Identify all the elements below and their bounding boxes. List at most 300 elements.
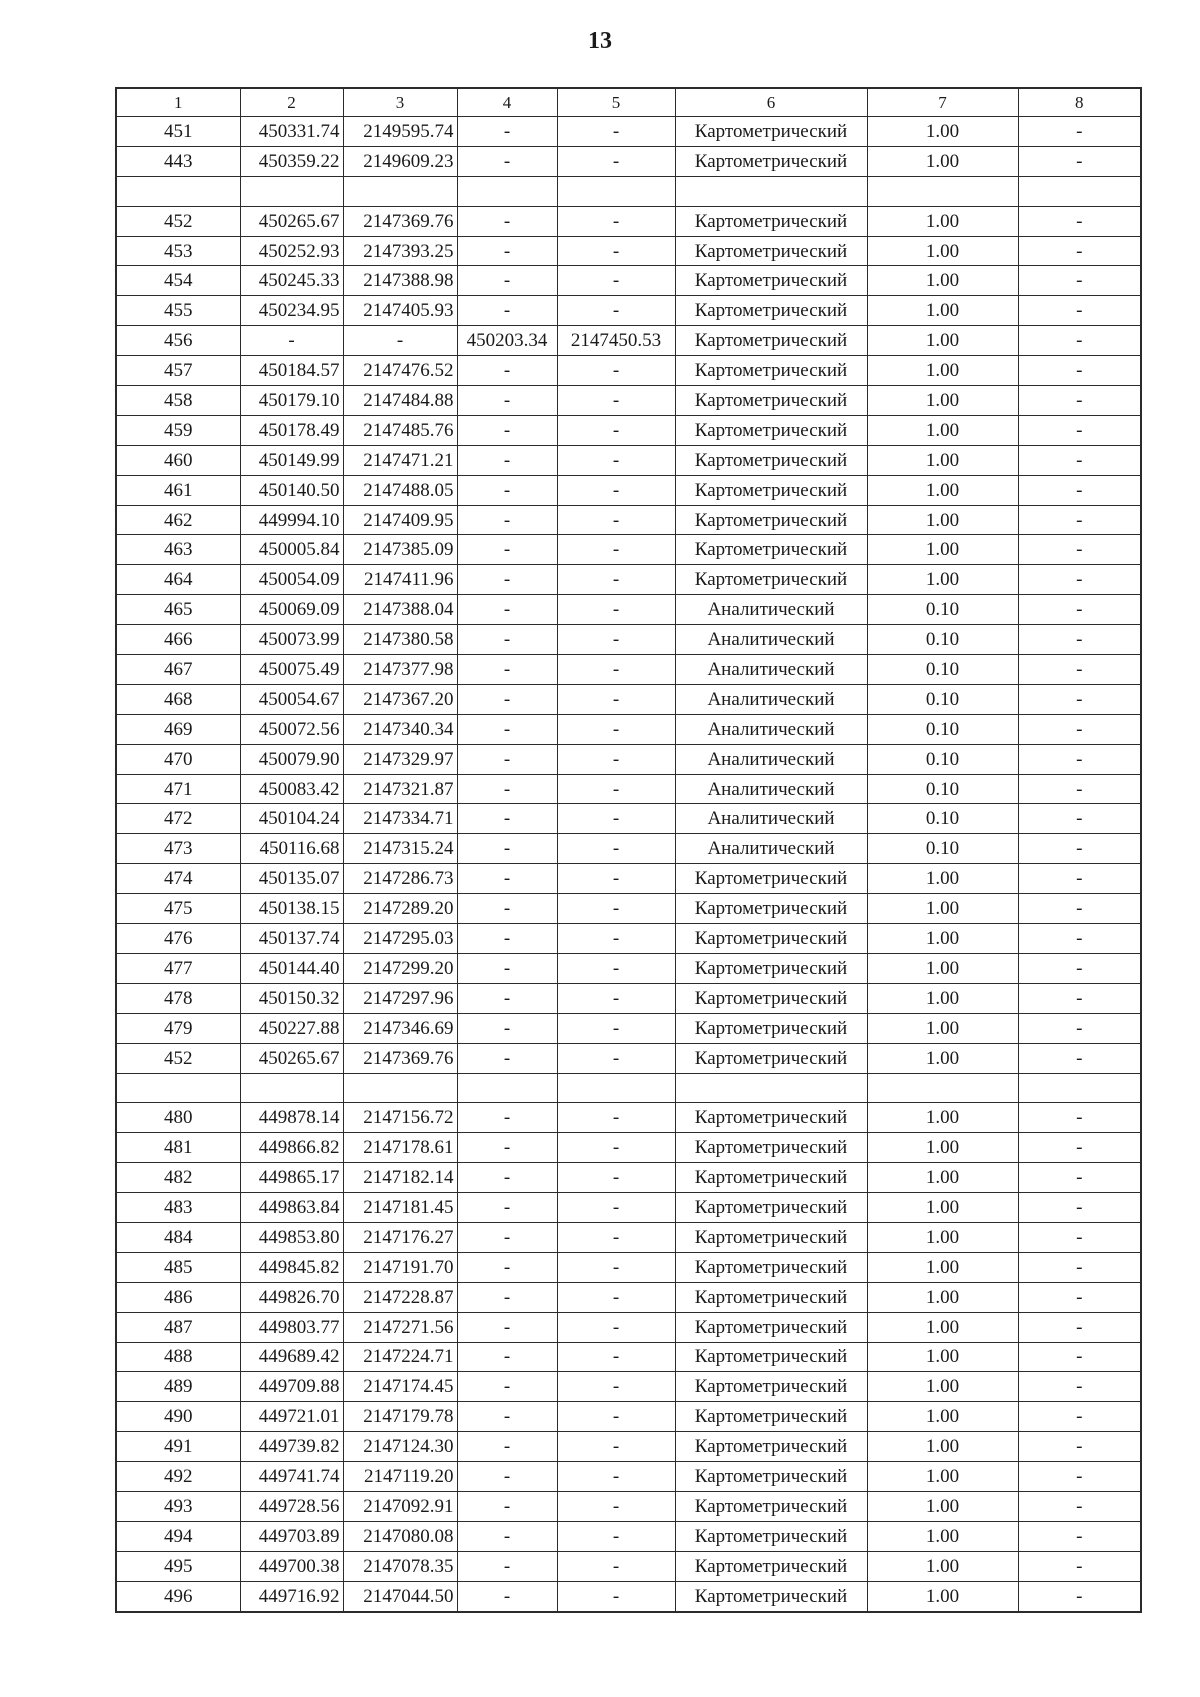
cell-x-coordinate: 450135.07 [240, 864, 343, 894]
cell-method: Картометрический [675, 535, 867, 565]
cell-y-coordinate-alt: - [557, 1043, 675, 1073]
table-row [116, 386, 1141, 416]
cell-accuracy: 1.00 [867, 296, 1018, 326]
cell-y-coordinate: 2147315.24 [343, 834, 457, 864]
cell-x-coordinate-alt: - [457, 864, 557, 894]
cell-x-coordinate-alt: - [457, 1432, 557, 1462]
cell-accuracy: 1.00 [867, 1521, 1018, 1551]
cell-y-coordinate-alt [557, 1073, 675, 1103]
cell-x-coordinate-alt: - [457, 953, 557, 983]
table-row [116, 326, 1141, 356]
table-row [116, 1163, 1141, 1193]
column-header: 7 [867, 88, 1018, 117]
cell-method: Картометрический [675, 953, 867, 983]
cell-method: Аналитический [675, 595, 867, 625]
column-header: 5 [557, 88, 675, 117]
cell-y-coordinate: 2147178.61 [343, 1133, 457, 1163]
cell-x-coordinate-alt: - [457, 1551, 557, 1581]
cell-x-coordinate-alt: - [457, 1372, 557, 1402]
cell-note: - [1018, 1551, 1141, 1581]
cell-point-number: 496 [116, 1581, 240, 1611]
cell-x-coordinate-alt: - [457, 1043, 557, 1073]
cell-y-coordinate: 2147176.27 [343, 1222, 457, 1252]
cell-x-coordinate-alt: - [457, 475, 557, 505]
cell-note: - [1018, 953, 1141, 983]
cell-y-coordinate-alt: - [557, 864, 675, 894]
cell-x-coordinate-alt: - [457, 1163, 557, 1193]
cell-x-coordinate: 450137.74 [240, 924, 343, 954]
cell-note: - [1018, 475, 1141, 505]
cell-x-coordinate: 450252.93 [240, 236, 343, 266]
cell-x-coordinate-alt: - [457, 505, 557, 535]
cell-point-number: 484 [116, 1222, 240, 1252]
cell-accuracy: 1.00 [867, 1402, 1018, 1432]
cell-method: Картометрический [675, 1372, 867, 1402]
cell-y-coordinate: 2147224.71 [343, 1342, 457, 1372]
cell-point-number: 482 [116, 1163, 240, 1193]
cell-x-coordinate: 449741.74 [240, 1462, 343, 1492]
cell-y-coordinate-alt: - [557, 1222, 675, 1252]
cell-x-coordinate: 449878.14 [240, 1103, 343, 1133]
cell-point-number: 462 [116, 505, 240, 535]
cell-x-coordinate-alt: - [457, 236, 557, 266]
cell-x-coordinate-alt: - [457, 625, 557, 655]
cell-method: Картометрический [675, 1222, 867, 1252]
cell-x-coordinate: 450179.10 [240, 386, 343, 416]
table-row [116, 266, 1141, 296]
table-row [116, 625, 1141, 655]
cell-x-coordinate-alt: - [457, 1581, 557, 1611]
cell-y-coordinate: 2147346.69 [343, 1013, 457, 1043]
table-row [116, 445, 1141, 475]
cell-x-coordinate: 450069.09 [240, 595, 343, 625]
cell-x-coordinate-alt: - [457, 117, 557, 147]
cell-method: Картометрический [675, 386, 867, 416]
cell-accuracy: 0.10 [867, 684, 1018, 714]
table-row [116, 684, 1141, 714]
cell-note: - [1018, 894, 1141, 924]
cell-point-number: 488 [116, 1342, 240, 1372]
cell-method: Картометрический [675, 326, 867, 356]
cell-point-number: 451 [116, 117, 240, 147]
cell-method: Картометрический [675, 1043, 867, 1073]
cell-x-coordinate: 449716.92 [240, 1581, 343, 1611]
cell-y-coordinate-alt: - [557, 206, 675, 236]
cell-note [1018, 1073, 1141, 1103]
table-row [116, 774, 1141, 804]
cell-x-coordinate-alt: - [457, 1013, 557, 1043]
cell-y-coordinate-alt: - [557, 1432, 675, 1462]
cell-method: Аналитический [675, 655, 867, 685]
cell-method: Картометрический [675, 445, 867, 475]
cell-point-number: 494 [116, 1521, 240, 1551]
cell-method: Аналитический [675, 744, 867, 774]
cell-method: Картометрический [675, 1402, 867, 1432]
cell-x-coordinate-alt: - [457, 804, 557, 834]
cell-x-coordinate-alt: - [457, 445, 557, 475]
cell-y-coordinate: 2147476.52 [343, 356, 457, 386]
cell-y-coordinate: 2149595.74 [343, 117, 457, 147]
table-row [116, 1581, 1141, 1611]
cell-accuracy: 1.00 [867, 1193, 1018, 1223]
cell-y-coordinate-alt: - [557, 714, 675, 744]
cell-x-coordinate: 450245.33 [240, 266, 343, 296]
cell-note: - [1018, 386, 1141, 416]
cell-point-number: 485 [116, 1252, 240, 1282]
table-row [116, 146, 1141, 176]
cell-x-coordinate-alt: - [457, 146, 557, 176]
cell-y-coordinate: 2147369.76 [343, 206, 457, 236]
cell-x-coordinate: 450138.15 [240, 894, 343, 924]
cell-x-coordinate-alt: - [457, 684, 557, 714]
cell-note: - [1018, 864, 1141, 894]
cell-point-number: 452 [116, 1043, 240, 1073]
cell-y-coordinate: 2147191.70 [343, 1252, 457, 1282]
cell-y-coordinate: 2147385.09 [343, 535, 457, 565]
cell-y-coordinate-alt: 2147450.53 [557, 326, 675, 356]
cell-x-coordinate: 450227.88 [240, 1013, 343, 1043]
cell-y-coordinate: 2147092.91 [343, 1491, 457, 1521]
cell-point-number [116, 1073, 240, 1103]
cell-note: - [1018, 415, 1141, 445]
table-row [116, 1282, 1141, 1312]
cell-x-coordinate-alt: - [457, 1342, 557, 1372]
table-row [116, 475, 1141, 505]
cell-y-coordinate: - [343, 326, 457, 356]
cell-x-coordinate: 450104.24 [240, 804, 343, 834]
cell-y-coordinate-alt: - [557, 894, 675, 924]
cell-y-coordinate-alt: - [557, 1402, 675, 1432]
cell-y-coordinate-alt: - [557, 1163, 675, 1193]
cell-x-coordinate: 449853.80 [240, 1222, 343, 1252]
cell-point-number: 468 [116, 684, 240, 714]
cell-y-coordinate-alt: - [557, 744, 675, 774]
cell-method: Картометрический [675, 1312, 867, 1342]
table-row [116, 1133, 1141, 1163]
table-row [116, 1073, 1141, 1103]
cell-x-coordinate: 449739.82 [240, 1432, 343, 1462]
table-row [116, 1491, 1141, 1521]
cell-y-coordinate: 2147367.20 [343, 684, 457, 714]
cell-accuracy: 1.00 [867, 983, 1018, 1013]
cell-accuracy: 1.00 [867, 1222, 1018, 1252]
cell-x-coordinate: 449700.38 [240, 1551, 343, 1581]
cell-note: - [1018, 684, 1141, 714]
cell-note: - [1018, 1581, 1141, 1611]
cell-note: - [1018, 744, 1141, 774]
cell-x-coordinate-alt: - [457, 595, 557, 625]
cell-point-number: 465 [116, 595, 240, 625]
cell-x-coordinate-alt: - [457, 983, 557, 1013]
cell-x-coordinate: 450054.09 [240, 565, 343, 595]
cell-x-coordinate-alt: - [457, 1103, 557, 1133]
cell-method: Картометрический [675, 1551, 867, 1581]
table-row [116, 1372, 1141, 1402]
cell-y-coordinate: 2147078.35 [343, 1551, 457, 1581]
cell-x-coordinate: 450079.90 [240, 744, 343, 774]
cell-note: - [1018, 1043, 1141, 1073]
cell-accuracy: 1.00 [867, 236, 1018, 266]
cell-x-coordinate: 449803.77 [240, 1312, 343, 1342]
cell-accuracy: 0.10 [867, 774, 1018, 804]
cell-note: - [1018, 117, 1141, 147]
cell-x-coordinate-alt: 450203.34 [457, 326, 557, 356]
cell-method: Картометрический [675, 1252, 867, 1282]
cell-y-coordinate-alt: - [557, 266, 675, 296]
table-row [116, 864, 1141, 894]
cell-accuracy: 0.10 [867, 625, 1018, 655]
cell-note: - [1018, 1312, 1141, 1342]
cell-point-number: 476 [116, 924, 240, 954]
cell-y-coordinate: 2147388.04 [343, 595, 457, 625]
cell-y-coordinate-alt: - [557, 1133, 675, 1163]
cell-y-coordinate-alt: - [557, 1282, 675, 1312]
column-header: 6 [675, 88, 867, 117]
cell-point-number: 470 [116, 744, 240, 774]
cell-y-coordinate: 2149609.23 [343, 146, 457, 176]
cell-note: - [1018, 1282, 1141, 1312]
cell-x-coordinate-alt: - [457, 266, 557, 296]
cell-accuracy: 1.00 [867, 206, 1018, 236]
cell-x-coordinate-alt: - [457, 206, 557, 236]
cell-accuracy: 1.00 [867, 415, 1018, 445]
table-body [116, 88, 1141, 1612]
cell-method: Картометрический [675, 1462, 867, 1492]
cell-accuracy: 1.00 [867, 1372, 1018, 1402]
cell-y-coordinate-alt [557, 176, 675, 206]
cell-method: Картометрический [675, 565, 867, 595]
cell-accuracy: 0.10 [867, 714, 1018, 744]
cell-y-coordinate: 2147334.71 [343, 804, 457, 834]
cell-method: Картометрический [675, 475, 867, 505]
cell-note: - [1018, 565, 1141, 595]
cell-x-coordinate: 450140.50 [240, 475, 343, 505]
cell-x-coordinate [240, 1073, 343, 1103]
cell-point-number [116, 176, 240, 206]
cell-method: Картометрический [675, 206, 867, 236]
cell-point-number: 474 [116, 864, 240, 894]
table-row [116, 1521, 1141, 1551]
cell-x-coordinate: 450184.57 [240, 356, 343, 386]
cell-y-coordinate: 2147471.21 [343, 445, 457, 475]
table-row [116, 924, 1141, 954]
table-row [116, 1193, 1141, 1223]
cell-x-coordinate-alt [457, 176, 557, 206]
cell-method: Картометрический [675, 296, 867, 326]
cell-y-coordinate: 2147119.20 [343, 1462, 457, 1492]
table-row [116, 1312, 1141, 1342]
cell-method: Картометрический [675, 1581, 867, 1611]
cell-x-coordinate-alt: - [457, 1222, 557, 1252]
cell-note: - [1018, 983, 1141, 1013]
cell-y-coordinate: 2147340.34 [343, 714, 457, 744]
cell-method [675, 176, 867, 206]
cell-method: Картометрический [675, 415, 867, 445]
cell-method: Картометрический [675, 266, 867, 296]
cell-accuracy: 0.10 [867, 804, 1018, 834]
cell-y-coordinate: 2147321.87 [343, 774, 457, 804]
cell-note: - [1018, 266, 1141, 296]
table-row [116, 595, 1141, 625]
cell-note: - [1018, 445, 1141, 475]
cell-accuracy: 1.00 [867, 326, 1018, 356]
cell-point-number: 492 [116, 1462, 240, 1492]
cell-accuracy: 1.00 [867, 505, 1018, 535]
cell-x-coordinate-alt: - [457, 714, 557, 744]
cell-y-coordinate-alt: - [557, 834, 675, 864]
cell-accuracy: 1.00 [867, 445, 1018, 475]
cell-x-coordinate-alt: - [457, 655, 557, 685]
table-row [116, 565, 1141, 595]
cell-y-coordinate: 2147329.97 [343, 744, 457, 774]
cell-y-coordinate: 2147405.93 [343, 296, 457, 326]
cell-method: Картометрический [675, 924, 867, 954]
coordinates-table [115, 87, 1142, 1613]
cell-method: Аналитический [675, 834, 867, 864]
cell-method: Картометрический [675, 1282, 867, 1312]
cell-y-coordinate-alt: - [557, 804, 675, 834]
cell-y-coordinate: 2147179.78 [343, 1402, 457, 1432]
cell-accuracy: 1.00 [867, 565, 1018, 595]
cell-note: - [1018, 625, 1141, 655]
cell-method: Картометрический [675, 1163, 867, 1193]
cell-method: Картометрический [675, 1521, 867, 1551]
cell-x-coordinate-alt: - [457, 535, 557, 565]
cell-y-coordinate-alt: - [557, 296, 675, 326]
table-row [116, 1342, 1141, 1372]
cell-x-coordinate: 449866.82 [240, 1133, 343, 1163]
cell-point-number: 491 [116, 1432, 240, 1462]
cell-method: Картометрический [675, 1133, 867, 1163]
cell-method: Картометрический [675, 1103, 867, 1133]
cell-point-number: 473 [116, 834, 240, 864]
cell-accuracy: 1.00 [867, 1342, 1018, 1372]
column-header: 4 [457, 88, 557, 117]
cell-method: Картометрический [675, 864, 867, 894]
table-row [116, 1252, 1141, 1282]
cell-y-coordinate: 2147044.50 [343, 1581, 457, 1611]
cell-x-coordinate: 450331.74 [240, 117, 343, 147]
cell-point-number: 456 [116, 326, 240, 356]
cell-y-coordinate-alt: - [557, 1312, 675, 1342]
cell-point-number: 471 [116, 774, 240, 804]
cell-accuracy: 0.10 [867, 744, 1018, 774]
cell-point-number: 455 [116, 296, 240, 326]
cell-y-coordinate-alt: - [557, 1252, 675, 1282]
cell-x-coordinate: 450083.42 [240, 774, 343, 804]
cell-x-coordinate-alt: - [457, 774, 557, 804]
cell-accuracy: 0.10 [867, 834, 1018, 864]
cell-accuracy: 1.00 [867, 1043, 1018, 1073]
cell-y-coordinate: 2147174.45 [343, 1372, 457, 1402]
cell-method: Аналитический [675, 774, 867, 804]
cell-point-number: 454 [116, 266, 240, 296]
cell-note: - [1018, 804, 1141, 834]
cell-x-coordinate-alt: - [457, 415, 557, 445]
cell-note: - [1018, 206, 1141, 236]
cell-y-coordinate-alt: - [557, 445, 675, 475]
table-row [116, 1103, 1141, 1133]
cell-accuracy: 1.00 [867, 386, 1018, 416]
cell-accuracy: 1.00 [867, 535, 1018, 565]
cell-accuracy: 1.00 [867, 1013, 1018, 1043]
cell-accuracy: 1.00 [867, 924, 1018, 954]
cell-note: - [1018, 236, 1141, 266]
cell-accuracy: 1.00 [867, 1312, 1018, 1342]
cell-y-coordinate-alt: - [557, 117, 675, 147]
cell-x-coordinate: 450149.99 [240, 445, 343, 475]
cell-x-coordinate: 450005.84 [240, 535, 343, 565]
cell-x-coordinate-alt: - [457, 1521, 557, 1551]
cell-accuracy: 1.00 [867, 1432, 1018, 1462]
cell-note: - [1018, 1103, 1141, 1133]
cell-x-coordinate: 450150.32 [240, 983, 343, 1013]
cell-y-coordinate-alt: - [557, 415, 675, 445]
cell-y-coordinate-alt: - [557, 625, 675, 655]
cell-method: Аналитический [675, 804, 867, 834]
cell-note: - [1018, 1342, 1141, 1372]
cell-point-number: 487 [116, 1312, 240, 1342]
cell-point-number: 477 [116, 953, 240, 983]
cell-x-coordinate-alt: - [457, 356, 557, 386]
cell-note: - [1018, 1193, 1141, 1223]
cell-y-coordinate: 2147295.03 [343, 924, 457, 954]
cell-x-coordinate-alt: - [457, 296, 557, 326]
cell-note: - [1018, 1013, 1141, 1043]
cell-accuracy: 1.00 [867, 1163, 1018, 1193]
cell-point-number: 489 [116, 1372, 240, 1402]
cell-x-coordinate [240, 176, 343, 206]
cell-note: - [1018, 146, 1141, 176]
cell-y-coordinate-alt: - [557, 146, 675, 176]
cell-x-coordinate: 449703.89 [240, 1521, 343, 1551]
cell-y-coordinate [343, 1073, 457, 1103]
cell-y-coordinate: 2147297.96 [343, 983, 457, 1013]
cell-x-coordinate: 449721.01 [240, 1402, 343, 1432]
table-row [116, 117, 1141, 147]
cell-y-coordinate-alt: - [557, 505, 675, 535]
cell-accuracy: 1.00 [867, 356, 1018, 386]
table-row [116, 804, 1141, 834]
cell-y-coordinate-alt: - [557, 236, 675, 266]
cell-accuracy [867, 1073, 1018, 1103]
cell-method: Картометрический [675, 894, 867, 924]
cell-x-coordinate: 449863.84 [240, 1193, 343, 1223]
page-number: 13 [588, 28, 612, 54]
cell-accuracy: 1.00 [867, 894, 1018, 924]
cell-y-coordinate-alt: - [557, 983, 675, 1013]
table-row [116, 1043, 1141, 1073]
cell-x-coordinate: 450075.49 [240, 655, 343, 685]
cell-point-number: 466 [116, 625, 240, 655]
cell-point-number: 495 [116, 1551, 240, 1581]
table-row [116, 1222, 1141, 1252]
cell-point-number: 459 [116, 415, 240, 445]
cell-y-coordinate-alt: - [557, 1372, 675, 1402]
cell-x-coordinate: 450144.40 [240, 953, 343, 983]
cell-method: Картометрический [675, 1491, 867, 1521]
cell-accuracy: 1.00 [867, 953, 1018, 983]
cell-accuracy: 1.00 [867, 1252, 1018, 1282]
cell-y-coordinate: 2147409.95 [343, 505, 457, 535]
cell-accuracy: 0.10 [867, 655, 1018, 685]
cell-x-coordinate: 449689.42 [240, 1342, 343, 1372]
cell-y-coordinate: 2147181.45 [343, 1193, 457, 1223]
cell-note: - [1018, 714, 1141, 744]
cell-y-coordinate: 2147228.87 [343, 1282, 457, 1312]
table-row [116, 744, 1141, 774]
cell-y-coordinate-alt: - [557, 1521, 675, 1551]
